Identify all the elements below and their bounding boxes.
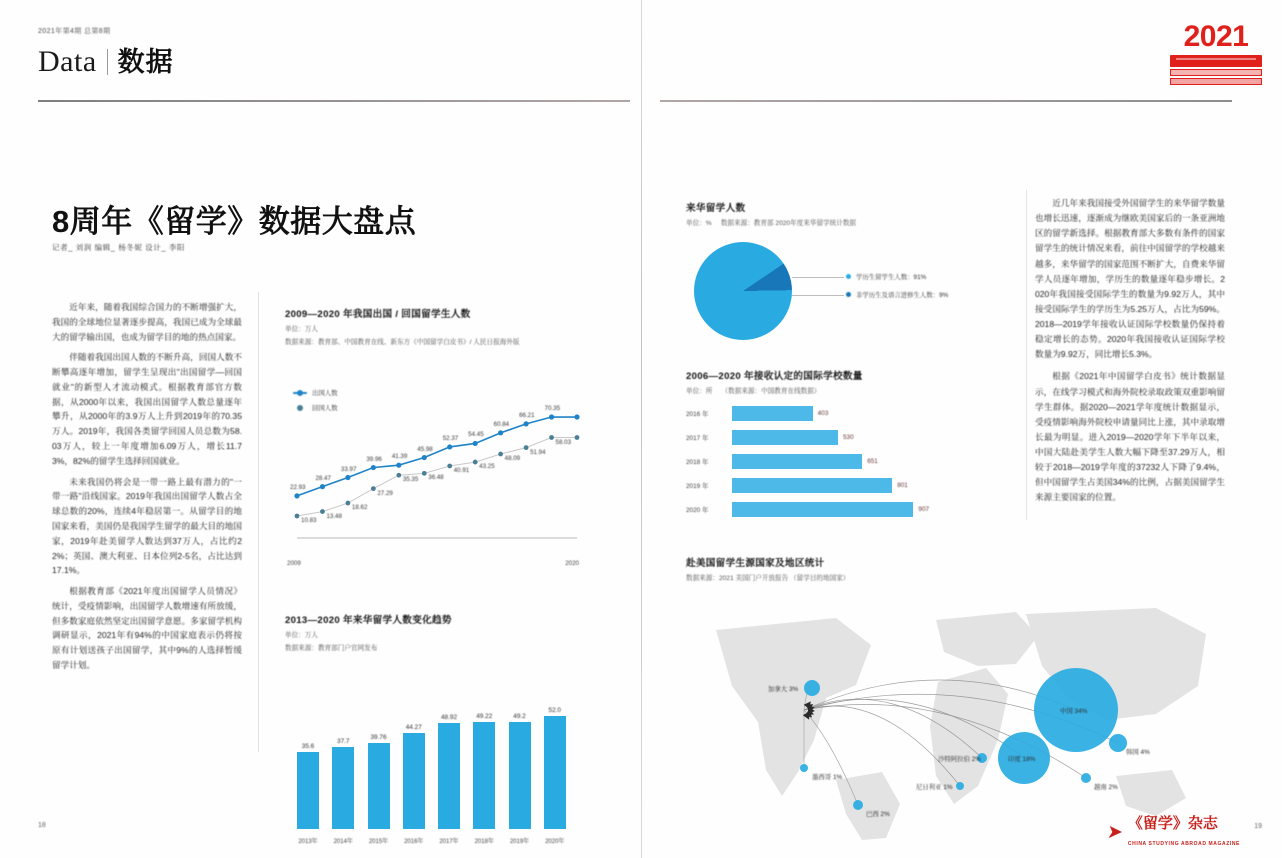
hbar-chart-title: 2006—2020 年接收认定的国际学校数量 [686, 371, 863, 382]
hbar-fill [732, 478, 892, 493]
map-bubble-label: 印度 18% [1008, 756, 1036, 763]
hbar-category-label: 2017 年 [686, 434, 709, 442]
line-axis-end: 2020 [565, 560, 579, 567]
hbar-category-label: 2016 年 [686, 410, 709, 418]
map-bubble [804, 680, 820, 696]
bar-category-label: 2020年 [545, 839, 565, 845]
line-data-label: 10.83 [301, 516, 317, 524]
line-chart-legend [293, 388, 338, 418]
map-bubble-label: 墨西哥 1% [812, 774, 843, 781]
hbar-row [686, 429, 854, 445]
paragraph: 根据《2021年中国留学白皮书》统计数据显示，在线学习模式和海外院校录取政策双重影响留学生群体。据2020—2021学年度统计数据显示，受疫情影响海外院校申请量同比上涨，其中录取增长最为明显。进入2019—2020学年下半年以来，中国大陆赴美学生人数大幅下降至37.29万人，相较于2018—2019学年度的37232人下降了9.4%，但中国留学生占美国34%的比例，占据美国留学生来源主要国家的位置。 [1035, 371, 1225, 503]
pie-chart-meta [686, 217, 986, 227]
bar [509, 722, 531, 829]
bar [332, 747, 354, 829]
line-data-label: 60.84 [493, 420, 510, 428]
year-stamp-block [1170, 55, 1262, 67]
bar-value-label: 37.7 [337, 738, 350, 746]
map-bubble-label: 尼日利亚 1% [916, 784, 953, 791]
bar-chart-block [285, 612, 585, 845]
column-divider [258, 292, 259, 752]
hbar-category-label: 2019 年 [686, 482, 709, 490]
pie-key-1 [846, 290, 948, 299]
bar-category-label: 2016年 [404, 839, 424, 845]
article-title: 8周年《留学》数据大盘点 [52, 204, 417, 239]
page-title-en: Data [38, 45, 97, 78]
bar-category-label: 2018年 [474, 839, 494, 845]
map-bubble-label: 越南 2% [1094, 784, 1118, 791]
map-bubble-label: 加拿大 3% [768, 686, 799, 693]
page-number-left: 18 [38, 822, 46, 829]
bar-chart-source: 数据来源：教育部门户官网发布 [285, 645, 378, 652]
pie-chart-source: 数据来源：教育部 2020年度来华留学统计数据 [720, 220, 857, 227]
bar [297, 752, 319, 829]
bar [544, 716, 566, 829]
line-data-label: 40.91 [453, 466, 470, 474]
bar [368, 743, 390, 829]
line-data-label: 18.62 [351, 504, 368, 512]
hbar-chart-unit: 单位：所 [686, 388, 713, 395]
hbar-chart-plot [686, 405, 1006, 535]
page-number-right: 19 [1254, 823, 1262, 830]
hbar-chart-source: （数据来源：中国教育在线数据） [721, 388, 821, 395]
header-kicker: 2021年第4期 总第8期 [38, 28, 111, 35]
pie-shape [694, 242, 792, 340]
line-chart-plot [285, 352, 585, 567]
paragraph: 近几年来我国接受外国留学生的来华留学数量也增长迅速，逐渐成为继欧美国家后的一条亚洲地区的留学新选择。根据教育部大多数有条件的国家留学生的统计情况来看，前往中国留学的学校越来越多，来华留学的国家范围不断扩大，自费来华留学人员逐年增加，学历生的数量逐年稳步增长。2020年我国接受国际学生的数量为9.92万人，其中接受国际学生的学历生为5.25万人，占比为59%。2018—2019学年接收认证国际学校数量仍保持着稳定增长的态势。2020年我国接收认证国际学校数量为9.92万，同比增长5.3%。 [1035, 198, 1225, 360]
map-bubble [1081, 773, 1091, 783]
header-rule-left [38, 100, 630, 102]
pie-chart-unit: 单位：% [686, 220, 712, 227]
map-landmass [1116, 770, 1186, 816]
map-bubble [853, 800, 863, 810]
logo-mark-icon: ➤ [1105, 822, 1125, 844]
map-block [686, 555, 1226, 852]
hbar-row [686, 501, 929, 517]
bar-value-label: 44.27 [405, 724, 422, 732]
bar-value-label: 48.92 [441, 714, 457, 722]
hbar-value-label: 403 [817, 409, 829, 417]
pie-key-label: 学历生留学生人数：91% [856, 274, 927, 281]
legend-label: 回国人数 [312, 405, 338, 412]
bar-chart-plot [285, 660, 585, 845]
hbar-fill [732, 406, 813, 421]
line-data-label: 70.35 [544, 405, 561, 413]
hbar-fill [732, 430, 838, 445]
map-bubble-label: 韩国 4% [1126, 749, 1150, 756]
map-bubble-label: 沙特阿拉伯 2% [938, 756, 981, 763]
line-data-label: 22.93 [290, 483, 306, 491]
hbar-value-label: 907 [918, 505, 930, 513]
line-data-label: 66.21 [519, 411, 535, 419]
line-data-label: 43.25 [479, 463, 495, 471]
bar-category-label: 2017年 [439, 839, 459, 845]
title-divider [107, 49, 108, 75]
map-bubble [956, 782, 964, 790]
magazine-name-cn: 《留学》杂志 [1127, 815, 1218, 832]
paragraph: 根据教育部《2021年度出国留学人员情况》统计，受疫情影响，出国留学人数增速有所放缓，但多数家庭依然坚定出国留学意愿。多家留学机构调研显示，2021年有94%的中国家庭表示仍将按原有计划送孩子出国留学，其中9%的人选择暂缓留学计划。 [52, 586, 242, 670]
right-text-column [1035, 196, 1225, 513]
map-plot [686, 590, 1226, 852]
hbar-chart-block [686, 368, 1006, 535]
bar-value-label: 49.22 [476, 713, 493, 721]
right-column-rule [1026, 190, 1027, 520]
bar-category-label: 2014年 [333, 839, 353, 845]
bar-value-label: 39.76 [370, 733, 387, 741]
hbar-row [686, 405, 828, 421]
line-data-label: 35.35 [402, 476, 419, 484]
line-data-label: 13.48 [326, 512, 342, 520]
bar-category-label: 2015年 [368, 839, 389, 845]
bar-value-label: 52.0 [548, 707, 561, 715]
hbar-category-label: 2020 年 [686, 506, 709, 514]
line-chart-block [285, 306, 585, 567]
line-data-label: 27.29 [377, 489, 393, 497]
line-data-label: 41.39 [391, 453, 408, 461]
line-data-label: 33.97 [340, 465, 357, 473]
pie-chart-plot [686, 237, 986, 362]
logo-text [1128, 816, 1240, 850]
page-title-cn: 数据 [117, 47, 174, 77]
year-stamp-line-2 [1170, 78, 1262, 85]
map-landmass [936, 612, 1038, 666]
header-rule-right [660, 100, 1232, 102]
hbar-fill [732, 502, 913, 517]
page-gutter [641, 0, 642, 858]
map-source: 数据来源：2021 美国门户开放报告 （留学目的地国家） [686, 575, 850, 582]
bar-chart-unit: 单位：万人 [285, 632, 318, 639]
bar-chart-title: 2013—2020 年来华留学人数变化趋势 [285, 615, 452, 626]
line-chart-source: 数据来源：教育部、中国教育在线、新东方《中国留学白皮书》/ 人民日报海外版 [285, 339, 520, 346]
pie-key-swatch [846, 274, 851, 279]
bar-value-label: 35.6 [301, 742, 315, 750]
paragraph: 伴随着我国出国人数的不断升高，回国人数不断攀高逐年增加，留学生呈现出"出国留学—回国就业"的新型人才流动模式。根据教育部官方数据，从2000年以来，我国出国留学人数总量逐年攀升，从2000年的3.9万人上升到2019年的70.35万人。2019年，我国各类留学回国人员总数为58.03万人，较上一年度增加6.09万人，增长11.73%，82%的留学生选择回国就业。 [52, 352, 242, 466]
pie-leader-line-1 [792, 295, 844, 296]
line-data-label: 58.03 [555, 438, 572, 446]
line-data-label: 45.98 [417, 445, 433, 453]
legend-label: 出国人数 [312, 390, 338, 397]
magazine-name-en: CHINA STUDYING ABROAD MAGAZINE [1127, 840, 1240, 847]
hbar-chart-meta [686, 385, 1006, 395]
line-data-label: 54.45 [468, 431, 484, 439]
line-data-label: 51.94 [530, 448, 546, 456]
legend-swatch-line [293, 392, 307, 394]
pie-leader-line-0 [792, 277, 844, 278]
hbar-value-label: 651 [867, 457, 878, 465]
map-landmass [836, 772, 900, 840]
bar-value-label: 49.2 [513, 713, 526, 721]
legend-swatch-dot [297, 405, 303, 411]
pie-key-0 [846, 272, 926, 281]
legend-item-0 [293, 388, 338, 397]
hbar-category-label: 2018 年 [686, 458, 709, 466]
hbar-fill [732, 454, 862, 469]
left-text-column [52, 300, 242, 679]
line-chart-unit: 单位：万人 [285, 326, 318, 333]
year-stamp-line-1 [1170, 69, 1262, 76]
line-chart-title: 2009—2020 年我国出国 / 回国留学生人数 [285, 309, 471, 320]
year-stamp-text: 2021 [1183, 20, 1249, 53]
pie-chart-title: 来华留学人数 [686, 203, 746, 214]
bar-category-label: 2019年 [509, 839, 530, 845]
pie-chart-block [686, 200, 986, 362]
map-bubble-label: 巴西 2% [866, 811, 890, 818]
magazine-logo [1107, 816, 1240, 850]
pie-key-label: 非学历生及语言进修生人数：9% [856, 292, 949, 299]
bar-category-label: 2013年 [298, 839, 318, 845]
legend-item-1 [293, 403, 338, 412]
hbar-value-label: 530 [843, 433, 854, 441]
hbar-value-label: 801 [897, 481, 908, 489]
bar [473, 722, 495, 829]
paragraph: 未来我国仍将会是一带一路上最有潜力的"一带一路"沿线国家。2019年我国出国留学人数占全球总数的20%，连续4年稳居第一。从留学目的地国家来看，美国仍是我国学生留学的最大目的地国家，2019年赴美留学人数达到37万人，占比约22%；英国、澳大利亚、日本位列2-5名，占比达到17.1%。 [52, 476, 242, 576]
bar [438, 723, 460, 829]
article-byline: 记者_ 刘润 编辑_ 杨冬妮 设计_ 李阳 [52, 243, 186, 252]
line-data-label: 52.37 [442, 434, 459, 442]
map-bubble [800, 764, 808, 772]
line-data-label: 36.48 [428, 474, 444, 482]
line-data-label: 39.96 [366, 455, 382, 463]
hbar-row [686, 477, 908, 493]
line-axis-start: 2009 [287, 560, 301, 567]
paragraph: 近年来，随着我国综合国力的不断增强扩大，我国的全球地位显著逐步提高，我国已成为全球最大的留学输出国，也成为留学目的地的热点国家。 [52, 302, 242, 342]
year-stamp [1170, 22, 1262, 85]
map-title: 赴美国留学生源国家及地区统计 [686, 558, 825, 569]
line-data-label: 48.09 [504, 455, 521, 463]
page-title [38, 40, 174, 79]
line-data-label: 28.47 [315, 474, 331, 482]
map-bubble-label: 中国 34% [1060, 708, 1088, 715]
map-bubble [1109, 734, 1127, 752]
hbar-row [686, 453, 878, 469]
bar [403, 733, 425, 829]
pie-key-swatch [846, 292, 851, 297]
